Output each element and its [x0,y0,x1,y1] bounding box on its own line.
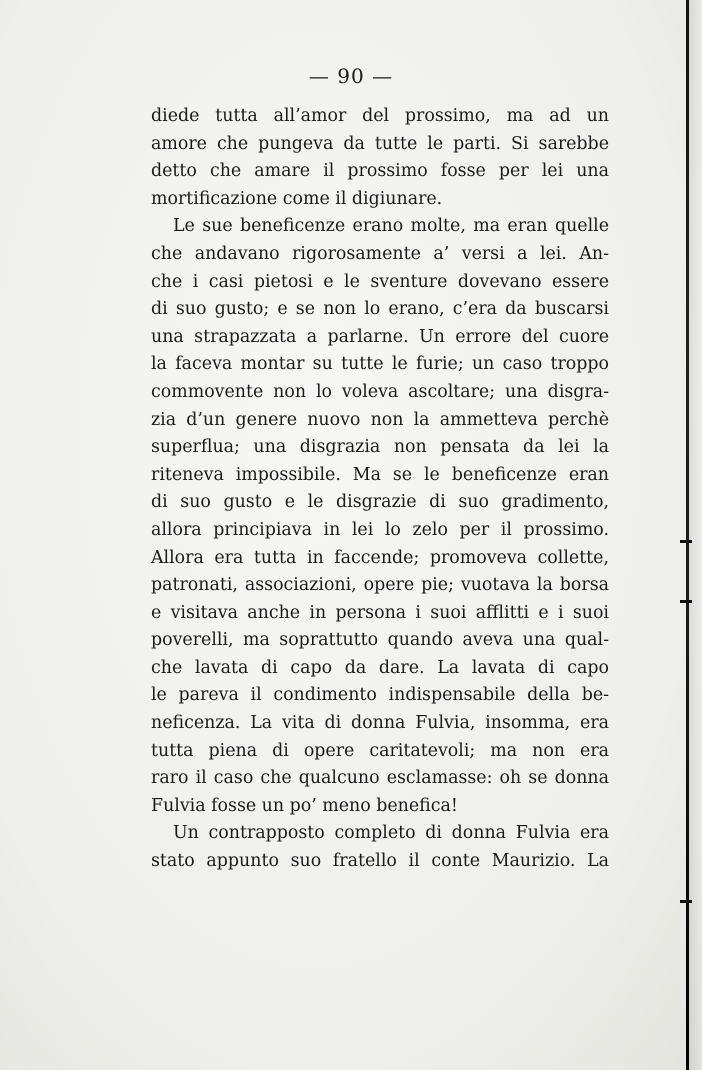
text-line: commovente non lo voleva ascoltare; una disgra- [151,381,609,402]
text-line: tutta piena di opere caritatevoli; ma non era [151,740,609,761]
text-line: di suo gusto; e se non lo erano, c’era da buscarsi [151,299,609,320]
binding-tick [680,900,692,903]
text-line: poverelli, ma soprattutto quando aveva una qual- [151,630,609,651]
text-line: le pareva il condimento indispensabile della be- [151,685,609,706]
text-line: stato appunto suo fratello il conte Maurizio. La [151,851,609,872]
text-line: diede tutta all’amor del prossimo, ma ad un [151,106,609,126]
text-line: detto che amare il prossimo fosse per lei una [151,161,609,182]
text-line: superflua; una disgrazia non pensata da lei la [151,437,609,458]
text-line: e visitava anche in persona i suoi afflitti e i suoi [151,602,609,623]
text-line: riteneva impossibile. Ma se le beneficenze eran [151,464,609,485]
text-line: neficenza. La vita di donna Fulvia, insomma, era [151,713,609,734]
text-line: di suo gusto e le disgrazie di suo gradimento, [151,492,609,513]
text-line: mortificazione come il digiunare. [151,188,443,209]
binding-line [686,0,689,1070]
text-line: raro il caso che qualcuno esclamasse: oh se donna [151,768,609,789]
binding-shadow [689,0,702,1070]
text-line: Allora era tutta in faccende; promoveva collette, [151,547,609,568]
text-line: che lavata di capo da dare. La lavata di capo [151,657,609,678]
text-line: una strapazzata a parlarne. Un errore del cuore [151,326,609,347]
body-text [151,103,609,876]
text-line: Le sue beneficenze erano molte, ma eran quelle [173,216,609,237]
text-line: la faceva montar su tutte le furie; un caso troppo [151,354,609,375]
page-binding-edge [662,0,702,1070]
binding-tick [680,540,692,543]
text-line: Un contrapposto completo di donna Fulvia era [173,823,609,844]
binding-tick [680,600,692,603]
text-line: patronati, associazioni, opere pie; vuotava la borsa [151,575,609,596]
text-line: amore che pungeva da tutte le parti. Si sarebbe [151,133,609,154]
text-line: che andavano rigorosamente a’ versi a lei. An- [151,243,609,264]
text-line: allora principiava in lei lo zelo per il prossimo. [151,519,609,540]
page-number: — 90 — [308,64,394,88]
text-line: Fulvia fosse un po’ meno benefica! [151,795,458,816]
text-line: zia d’un genere nuovo non la ammetteva perchè [151,409,609,430]
text-line: che i casi pietosi e le sventure dovevano essere [151,271,609,292]
